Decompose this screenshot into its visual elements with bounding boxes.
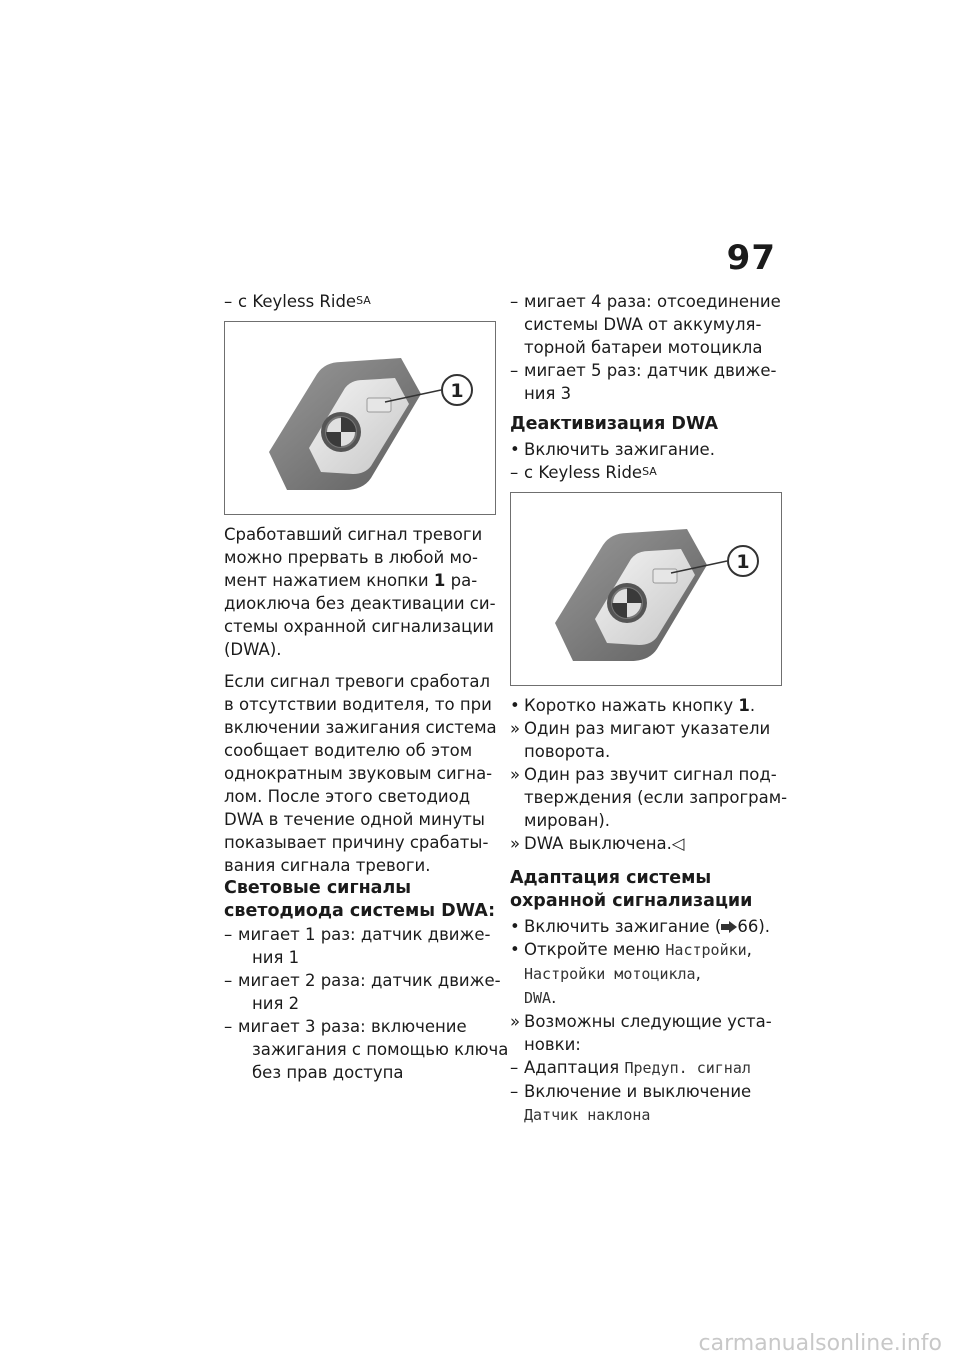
step-press-button: • Коротко нажать кнопку 1. [510, 696, 756, 715]
page-reference-arrow-icon [721, 921, 737, 933]
result-beep: » Один раз звучит сигнал под- [510, 765, 777, 784]
keyless-condition: – с Keyless Ride$^{SA}$ [224, 292, 371, 311]
end-mark: ◁ [671, 834, 685, 853]
led-signal-list: – мигает 1 раз: датчик движе- ния 1 – мигает 2 раза: датчик движе- ния 2 – мигает 3 раза: включение зажигания с помощью ключа без прав доступа [224, 925, 509, 1082]
callout-1: 1 [450, 380, 464, 402]
list-item: – мигает 1 раз: датчик движе- [224, 925, 491, 944]
led-signal-list-continued: – мигает 4 раза: отсоединение системы DWA от аккумуля- торной батареи мотоцикла – мигает 5 раз: датчик движе- ния 3 [510, 292, 781, 403]
list-item: – мигает 5 раз: датчик движе- [510, 361, 777, 380]
option-tilt-sensor: – Включение и выключение [510, 1082, 752, 1101]
keyless-condition: – с Keyless Ride$^{SA}$ [510, 463, 657, 482]
list-item: – мигает 2 раза: датчик движе- [224, 971, 501, 990]
callout-1: 1 [736, 551, 750, 573]
page-number: 97 [726, 238, 776, 278]
page-reference[interactable]: 66 [737, 917, 759, 936]
left-column [224, 290, 509, 1084]
right-column: – мигает 4 раза: отсоединение системы DWA от аккумуля- торной батареи мотоцикла – мигает 5 раз: датчик движе- ния 3 Деактивизация DWA • Включить зажигание. – с Keyless Ride$^{SA}$ 1 • Коротко нажать кнопку 1. » Один раз мигают указатели поворота. » Один раз звучит сигнал под- тверждения (если запрограм- мирован). » DWA выключена.◁ Адаптация системы охранной сигнализации • Включить зажигание ( 66). • Откройте меню Настройки, Настройки мотоцикла, DWA. » Возможны следующие уста- новки: – Адаптация Предуп. сигнал – Включение и выключение Датчик наклона [510, 292, 788, 1124]
key-figure [224, 321, 496, 515]
radio-key-illustration [511, 493, 781, 685]
list-item: – мигает 3 раза: включение [224, 1017, 467, 1036]
list-item: – мигает 4 раза: отсоединение [510, 292, 781, 311]
paragraph-interrupt-alarm: Сработавший сигнал тревоги можно прервать в любой мо- мент нажатием кнопки 1 ра- диоключа без деактивации си- стемы охранной сигнализации (DWA). [224, 525, 496, 659]
adaptation-heading: Адаптация системы охранной сигнализации [510, 868, 753, 911]
deactivation-heading: Деактивизация DWA [510, 414, 719, 434]
result-indicators: » Один раз мигают указатели [510, 719, 771, 738]
step-ignition-on: • Включить зажигание. [510, 440, 715, 459]
adapt-step-ignition: • Включить зажигание ( 66). [510, 917, 771, 936]
radio-key-illustration [225, 322, 495, 514]
led-signals-heading: Световые сигналы светодиода системы DWA: [224, 878, 496, 921]
key-figure [510, 492, 782, 686]
paragraph-alarm-triggered: Если сигнал тревоги сработал в отсутствии водителя, то при включении зажигания система сообщает водителю об этом однократным звуковым сигна- лом. После этого светодиод DWA в течение одной минуты показывает причину срабаты- вания сигнала тревоги. [224, 672, 497, 875]
option-warning-signal: – Адаптация Предуп. сигнал [510, 1058, 751, 1077]
adapt-result: » Возможны следующие уста- [510, 1012, 772, 1031]
adapt-step-menu: • Откройте меню Настройки, [510, 940, 752, 959]
watermark: carmanualsonline.info [698, 1331, 942, 1356]
result-dwa-off: » DWA выключена.◁ [510, 834, 685, 853]
